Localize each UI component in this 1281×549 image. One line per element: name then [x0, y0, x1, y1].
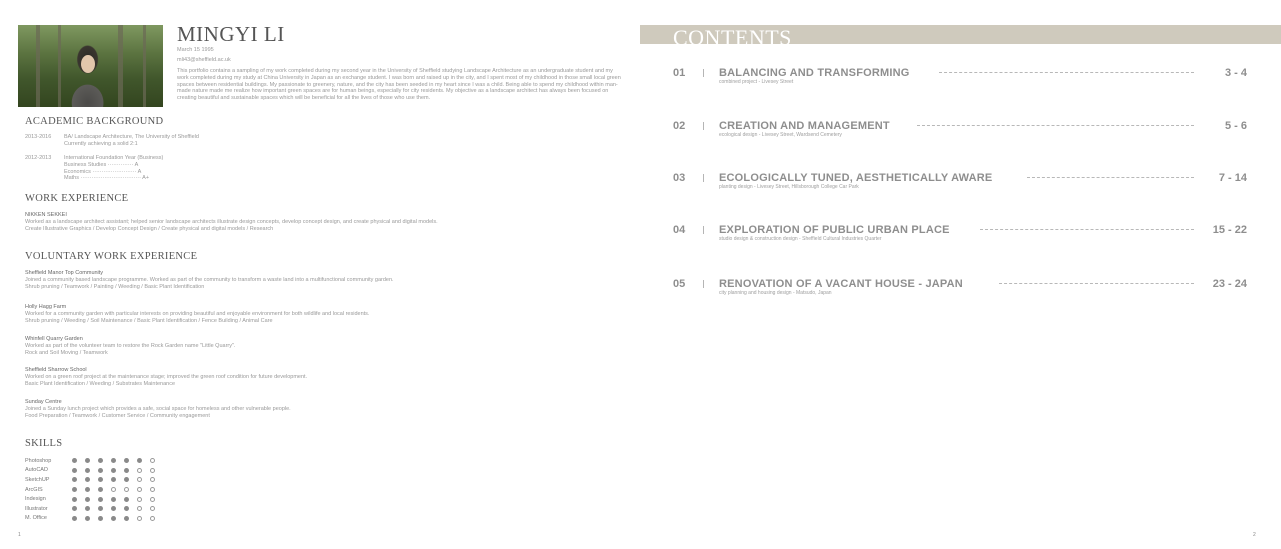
skill-dot-filled	[124, 497, 129, 502]
contents-header-bar	[640, 25, 1281, 44]
toc-separator	[703, 280, 704, 288]
skill-dot-empty	[150, 506, 155, 511]
academic-entry-2: International Foundation Year (Business) Business Studies ·············· A Economics ························ A Maths ································· A+	[64, 155, 164, 182]
academic-entry-1: BA/ Landscape Architecture, The University of Sheffield Currently achieving a solid 2:1	[64, 134, 199, 147]
skill-dot-filled	[85, 497, 90, 502]
skill-dot-filled	[85, 468, 90, 473]
toc-subtitle: city planning and housing design - Matsudo, Japan	[719, 290, 832, 296]
toc-number: 02	[673, 120, 686, 132]
skill-dot-filled	[85, 516, 90, 521]
skill-dot-filled	[72, 487, 77, 492]
toc-separator	[703, 69, 704, 77]
voluntary-entry: Sheffield Manor Top Community Joined a community based landscape programme. Worked as part of the community to transform a waste land into a multifunctional community garden. Shrub pruning / Teamwork / Painting / Weeding / Basic Plant Identification	[25, 270, 394, 290]
skills-title: SKILLS	[25, 438, 63, 449]
toc-leader	[980, 229, 1194, 230]
skill-dot-filled	[98, 458, 103, 463]
left-page	[0, 0, 640, 549]
toc-subtitle: studio design & construction design - Sheffield Cultural Industries Quarter	[719, 236, 882, 242]
toc-pages: 7 - 14	[1218, 172, 1247, 184]
toc-item[interactable]	[640, 224, 1281, 246]
skill-dot-filled	[124, 506, 129, 511]
skill-dot-filled	[85, 458, 90, 463]
toc-title[interactable]: RENOVATION OF A VACANT HOUSE - JAPAN	[719, 278, 963, 290]
skill-dot-filled	[111, 506, 116, 511]
skill-name: Indesign	[25, 496, 46, 503]
voluntary-title: VOLUNTARY WORK EXPERIENCE	[25, 251, 198, 262]
toc-leader	[939, 72, 1194, 73]
skill-dot-empty	[137, 506, 142, 511]
skill-dot-filled	[98, 497, 103, 502]
skill-dot-filled	[124, 458, 129, 463]
skill-name: M. Office	[25, 515, 47, 522]
toc-item[interactable]	[640, 172, 1281, 194]
skill-dot-empty	[137, 468, 142, 473]
skill-dot-filled	[72, 497, 77, 502]
academic-years-1: 2013-2016	[25, 134, 52, 140]
toc-separator	[703, 122, 704, 130]
toc-number: 03	[673, 172, 686, 184]
page-number-right: 2	[1253, 532, 1256, 538]
toc-separator	[703, 174, 704, 182]
toc-number: 04	[673, 224, 686, 236]
toc-separator	[703, 226, 704, 234]
skill-dot-filled	[72, 506, 77, 511]
skill-dot-filled	[98, 516, 103, 521]
academic-title: ACADEMIC BACKGROUND	[25, 116, 164, 127]
voluntary-entry: Sunday Centre Joined a Sunday lunch project which provides a safe, social space for homeless and other vulnerable people. Food Preparation / Teamwork / Customer Service / Community engagement	[25, 399, 291, 419]
toc-pages: 15 - 22	[1212, 224, 1247, 236]
toc-pages: 3 - 4	[1224, 67, 1247, 79]
contents-title: CONTENTS	[673, 25, 792, 44]
skill-name: SketchUP	[25, 476, 50, 483]
skill-name: ArcGIS	[25, 486, 43, 493]
toc-leader	[999, 283, 1194, 284]
voluntary-entry: Whinfell Quarry Garden Worked as part of the volunteer team to restore the Rock Garden name "Little Quarry". Rock and Soil Moving / Teamwork	[25, 336, 236, 356]
toc-title[interactable]: BALANCING AND TRANSFORMING	[719, 67, 910, 79]
skill-dot-empty	[150, 497, 155, 502]
skill-dot-filled	[137, 458, 142, 463]
skill-dot-filled	[72, 516, 77, 521]
skill-dot-filled	[111, 468, 116, 473]
academic-years-2: 2012-2013	[25, 155, 52, 161]
skill-name: Illustrator	[25, 505, 48, 512]
skill-name: AutoCAD	[25, 467, 48, 474]
profile-name: MINGYI LI	[177, 22, 285, 46]
voluntary-entry: Holly Hagg Farm Worked for a community garden with particular interests on providing beautiful and enjoyable environment for both wildlife and local residents. Shrub pruning / Weeding / Soil Maintenance / Basic Plant Identification / Fence Building / Animal Care	[25, 304, 370, 324]
toc-pages: 5 - 6	[1224, 120, 1247, 132]
toc-subtitle: combined project - Livesey Street	[719, 79, 794, 85]
skill-dot-empty	[150, 468, 155, 473]
toc-title[interactable]: EXPLORATION OF PUBLIC URBAN PLACE	[719, 224, 950, 236]
skill-dot-empty	[111, 487, 116, 492]
skill-dot-empty	[137, 516, 142, 521]
work-title: WORK EXPERIENCE	[25, 193, 129, 204]
toc-title[interactable]: ECOLOGICALLY TUNED, AESTHETICALLY AWARE	[719, 172, 993, 184]
skill-dot-filled	[98, 487, 103, 492]
toc-number: 05	[673, 278, 686, 290]
voluntary-entry: Sheffield Sharrow School Worked on a green roof project at the maintenance stage; improved the green roof condition for future development. Basic Plant Identification / Weeding / Substrates Maintenance	[25, 367, 308, 387]
skill-row	[25, 485, 163, 495]
toc-item[interactable]	[640, 278, 1281, 300]
profile-email[interactable]: mli43@sheffield.ac.uk	[177, 57, 231, 63]
skill-dot-filled	[85, 477, 90, 482]
skill-row	[25, 494, 163, 504]
skill-dot-filled	[72, 477, 77, 482]
profile-photo	[18, 25, 163, 107]
skill-dot-empty	[150, 477, 155, 482]
toc-title[interactable]: CREATION AND MANAGEMENT	[719, 120, 890, 132]
skill-dot-empty	[137, 477, 142, 482]
skill-dot-empty	[150, 487, 155, 492]
skill-dot-filled	[111, 497, 116, 502]
skill-row	[25, 475, 163, 485]
toc-subtitle: ecological design - Livesey Street, Wardsend Cemetery	[719, 132, 842, 138]
skill-row	[25, 514, 163, 524]
skill-dot-filled	[85, 506, 90, 511]
toc-leader	[1027, 177, 1194, 178]
profile-dob: March 15 1995	[177, 47, 214, 53]
toc-pages: 23 - 24	[1212, 278, 1247, 290]
skill-name: Photoshop	[25, 457, 52, 464]
skill-dot-filled	[111, 516, 116, 521]
skill-dot-filled	[124, 516, 129, 521]
skill-row	[25, 456, 163, 466]
skill-dot-filled	[124, 468, 129, 473]
skill-dot-filled	[98, 468, 103, 473]
skill-dot-filled	[72, 458, 77, 463]
skill-dot-filled	[85, 487, 90, 492]
skill-dot-empty	[124, 487, 129, 492]
page-number-left: 1	[18, 532, 21, 538]
skills-list	[25, 456, 163, 523]
skill-dot-empty	[137, 497, 142, 502]
skill-row	[25, 504, 163, 514]
toc-item[interactable]	[640, 67, 1281, 89]
profile-intro: This portfolio contains a sampling of my work completed during my second year in the University of Sheffield studying Landscape Architecture as an undergraduate student and my work completed during my study at China University in Japan as an exchange student. I was born and raised up in the city, and I spent most of my childhood in those small local green spaces between residential buildings. My passionate to greenery, nature, and the city has been seeded in my heart since I was a child. Being able to spend my childhood within man-made nature made me realize how important green spaces are for human beings, especially for city residents. My objective as a landscape architect has always been focused on creating beautiful and sustainable spaces which will be beneficial for all the lives of those who use them.	[177, 68, 621, 102]
skill-dot-filled	[111, 477, 116, 482]
skill-dot-empty	[137, 487, 142, 492]
toc-number: 01	[673, 67, 686, 79]
skill-dot-empty	[150, 516, 155, 521]
skill-dot-filled	[98, 506, 103, 511]
right-page	[640, 0, 1281, 549]
skill-dot-filled	[72, 468, 77, 473]
skill-dot-filled	[111, 458, 116, 463]
skill-dot-filled	[124, 477, 129, 482]
skill-dot-filled	[98, 477, 103, 482]
toc-subtitle: planting design - Livesey Street, Hillsborough College Car Park	[719, 184, 859, 190]
skill-row	[25, 466, 163, 476]
toc-leader	[917, 125, 1194, 126]
skill-dot-empty	[150, 458, 155, 463]
work-entry: NIKKEN SEKKEI Worked as a landscape architect assistant; helped senior landscape architects illustrate design concepts, develop concept design, and create physical and digital models. Create Illustrative Graphics / Develop Concept Design / Create physical and digital models / Research	[25, 212, 438, 232]
toc-item[interactable]	[640, 120, 1281, 142]
